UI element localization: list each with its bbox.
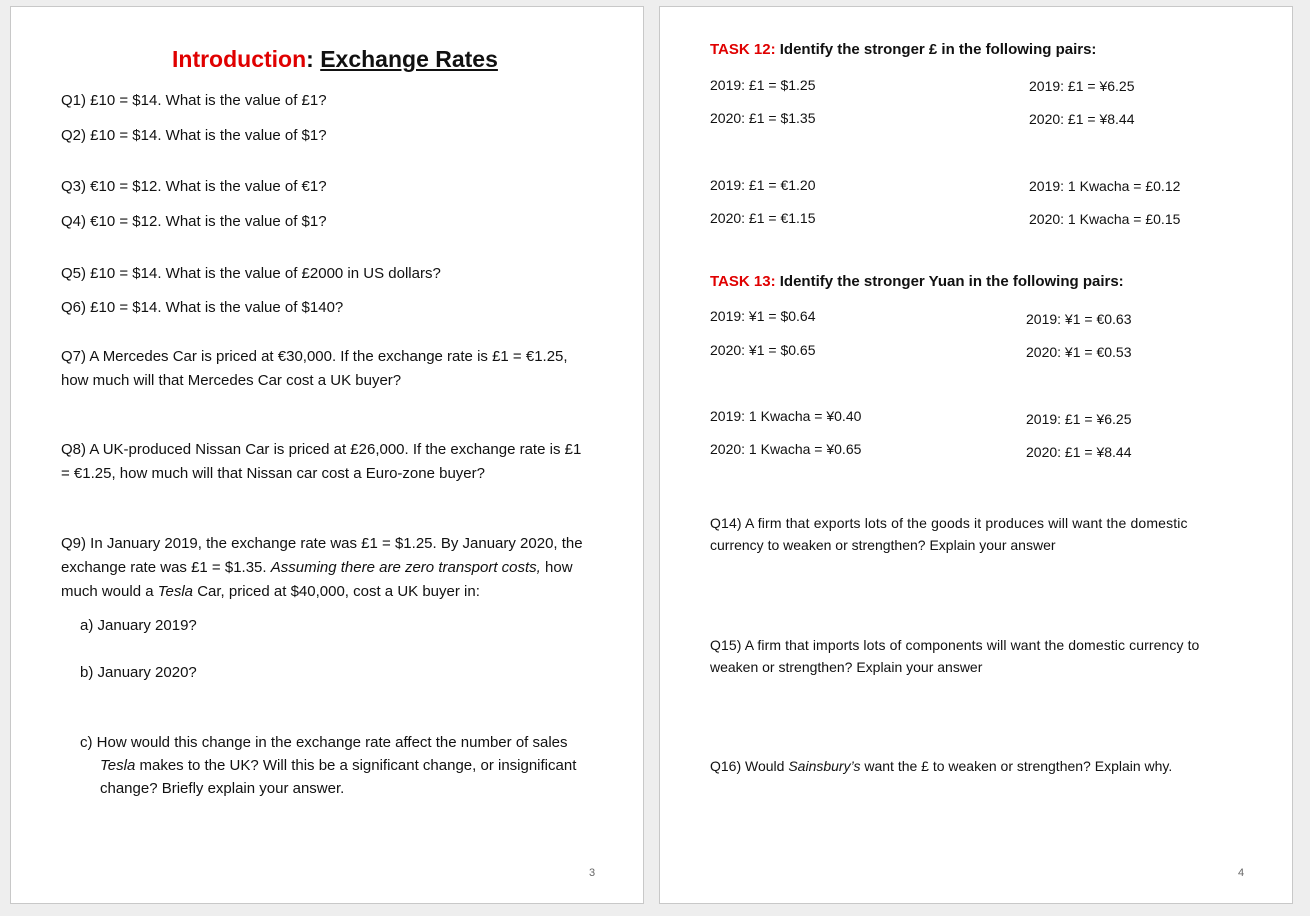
- q9-line3-end: Car, priced at $40,000, cost a UK buyer in:: [193, 583, 480, 600]
- q9-line3-text: much would a: [61, 583, 158, 600]
- page-title: [172, 44, 498, 74]
- question-q9-line2: [61, 556, 573, 580]
- question-q16: [710, 754, 1172, 778]
- question-q15-line1: Q15) A firm that imports lots of components will want the domestic currency to: [710, 637, 1200, 653]
- question-q9a: a) January 2019?: [80, 617, 197, 634]
- q9-line3-italic: Tesla: [157, 583, 194, 600]
- task12-text: Identify the stronger £ in the following pairs:: [775, 41, 1097, 58]
- question-q9c-line2: [100, 754, 576, 778]
- title-intro: Introduction: [172, 46, 307, 72]
- task13-text: Identify the stronger Yuan in the following pairs:: [775, 273, 1124, 290]
- question-q1: Q1) £10 = $14. What is the value of £1?: [61, 92, 327, 109]
- document-page-right: [659, 6, 1293, 904]
- question-q9-line3: [61, 580, 480, 604]
- question-q14-line1: Q14) A firm that exports lots of the goods it produces will want the domestic: [710, 515, 1188, 531]
- rate-pair: 2020: £1 = €1.15: [710, 210, 816, 226]
- question-q3: Q3) €10 = $12. What is the value of €1?: [61, 178, 327, 195]
- rate-pair: 2019: 1 Kwacha = ¥0.40: [710, 408, 862, 424]
- task13-heading: [710, 270, 1124, 294]
- q16-text-start: Q16) Would: [710, 758, 789, 774]
- question-q9c-line1: c) How would this change in the exchange rate affect the number of sales: [80, 734, 568, 751]
- rate-pair: 2019: 1 Kwacha = £0.12: [1029, 178, 1181, 194]
- rate-pair: 2020: £1 = $1.35: [710, 110, 816, 126]
- question-q5: Q5) £10 = $14. What is the value of £2000 in US dollars?: [61, 265, 441, 282]
- q9-line2-text: exchange rate was £1 = $1.35.: [61, 559, 271, 576]
- q9c-line2-italic: Tesla: [100, 757, 136, 774]
- title-colon: :: [306, 46, 314, 72]
- page-number: 4: [1238, 867, 1245, 879]
- question-q7-line2: how much will that Mercedes Car cost a UK buyer?: [61, 372, 402, 389]
- document-page-left: [10, 6, 644, 904]
- title-main: Exchange Rates: [320, 46, 498, 72]
- question-q9c-line3: change? Briefly explain your answer.: [100, 780, 345, 797]
- question-q7-line1: Q7) A Mercedes Car is priced at €30,000. If the exchange rate is £1 = €1.25,: [61, 348, 568, 365]
- task12-label: TASK 12:: [710, 41, 776, 58]
- question-q6: Q6) £10 = $14. What is the value of $140?: [61, 299, 344, 316]
- rate-pair: 2020: ¥1 = €0.53: [1026, 344, 1132, 360]
- rate-pair: 2019: ¥1 = €0.63: [1026, 311, 1132, 327]
- rate-pair: 2020: 1 Kwacha = ¥0.65: [710, 441, 862, 457]
- question-q15-line2: weaken or strengthen? Explain your answer: [710, 659, 983, 675]
- rate-pair: 2019: £1 = ¥6.25: [1026, 411, 1132, 427]
- task13-label: TASK 13:: [710, 273, 776, 290]
- page-number: 3: [589, 867, 596, 879]
- rate-pair: 2020: 1 Kwacha = £0.15: [1029, 211, 1181, 227]
- question-q8-line2: = €1.25, how much will that Nissan car cost a Euro-zone buyer?: [61, 465, 485, 482]
- rate-pair: 2020: £1 = ¥8.44: [1029, 111, 1135, 127]
- question-q9b: b) January 2020?: [80, 664, 197, 681]
- task12-heading: [710, 38, 1096, 62]
- question-q8-line1: Q8) A UK-produced Nissan Car is priced at £26,000. If the exchange rate is £1: [61, 441, 582, 458]
- question-q2: Q2) £10 = $14. What is the value of $1?: [61, 127, 327, 144]
- q9-line2-end: how: [540, 559, 573, 576]
- question-q14-line2: currency to weaken or strengthen? Explain your answer: [710, 537, 1056, 553]
- q16-text-end: want the £ to weaken or strengthen? Explain why.: [860, 758, 1173, 774]
- rate-pair: 2019: £1 = €1.20: [710, 177, 816, 193]
- question-q4: Q4) €10 = $12. What is the value of $1?: [61, 213, 327, 230]
- rate-pair: 2019: £1 = $1.25: [710, 77, 816, 93]
- rate-pair: 2020: £1 = ¥8.44: [1026, 444, 1132, 460]
- rate-pair: 2020: ¥1 = $0.65: [710, 342, 816, 358]
- rate-pair: 2019: £1 = ¥6.25: [1029, 78, 1135, 94]
- q9c-line2-text: makes to the UK? Will this be a significant change, or insignificant: [135, 757, 577, 774]
- q16-italic: Sainsbury’s: [788, 758, 861, 774]
- rate-pair: 2019: ¥1 = $0.64: [710, 308, 816, 324]
- q9-line2-italic: Assuming there are zero transport costs,: [270, 559, 541, 576]
- question-q9-line1: Q9) In January 2019, the exchange rate was £1 = $1.25. By January 2020, the: [61, 535, 583, 552]
